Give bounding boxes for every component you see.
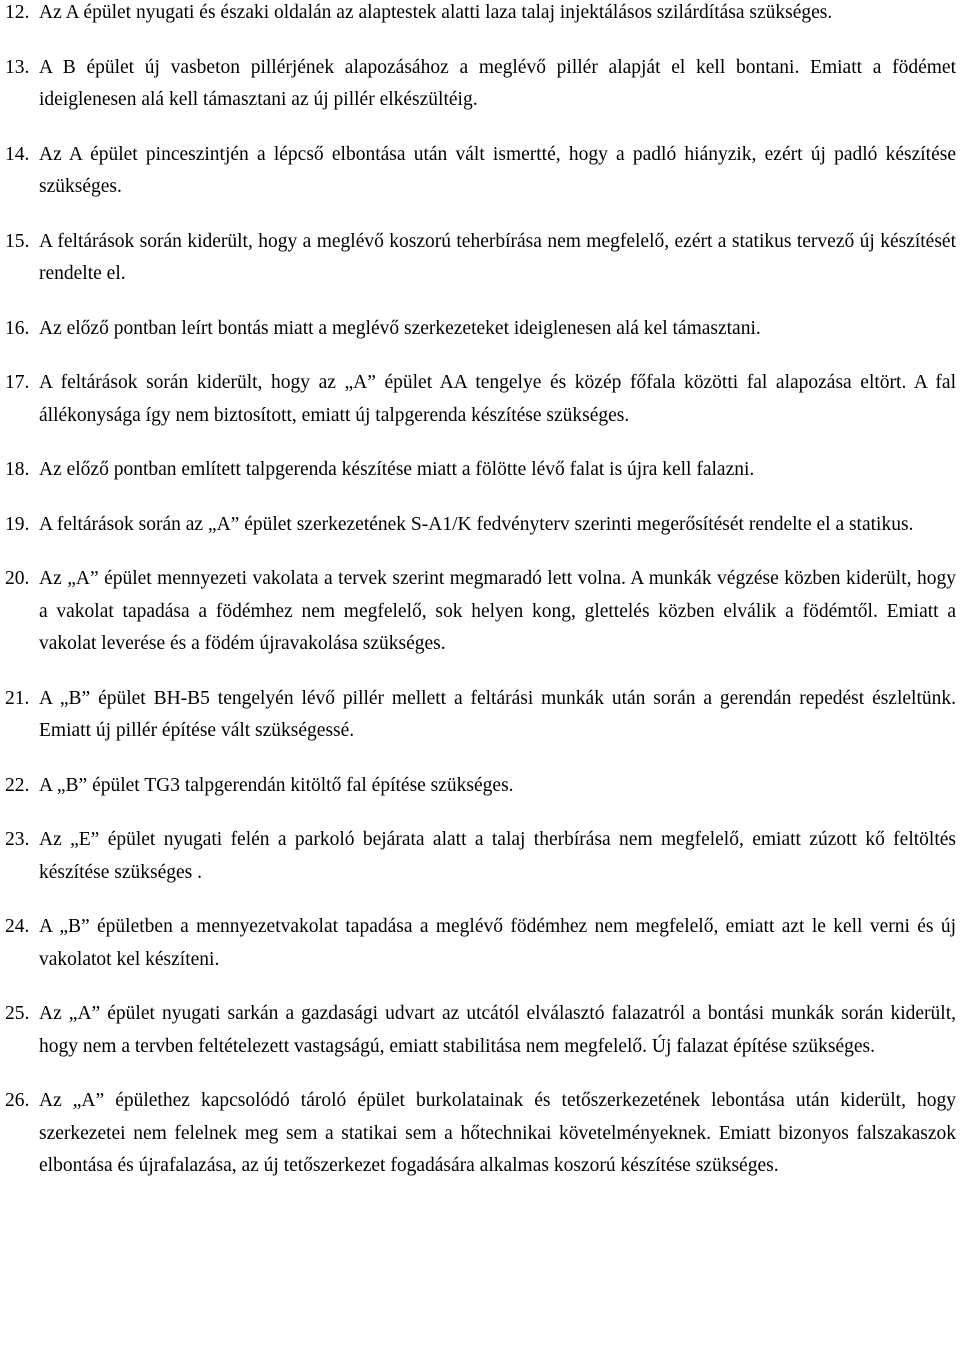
item-number: 14. (5, 143, 30, 165)
item-number: 21. (5, 687, 30, 709)
item-number: 18. (5, 459, 30, 480)
item-number: 25. (5, 1003, 30, 1024)
item-text: A feltárások során kiderült, hogy a meglévő koszorú teherbírása nem megfelelő, ezért a statikus tervező új készítését rendelte el. (39, 230, 956, 284)
list-item-25 (5, 998, 956, 1063)
item-number: 26. (5, 1090, 30, 1111)
item-text: A B épület új vasbeton pillérjének alapozásához a meglévő pillér alapját el kell bontani. Emiatt a födémet ideiglenesen alá kell támasztani az új pillér elkészültéig. (39, 56, 956, 110)
paragraph-gap (5, 117, 956, 139)
item-number: 12. (5, 2, 30, 23)
item-text: Az A épület pinceszintjén a lépcső elbontása után vált ismertté, hogy a padló hiányzik, ezért új padló készítése szükséges. (39, 143, 956, 197)
paragraph-gap (5, 1063, 956, 1085)
item-number: 24. (5, 916, 30, 937)
item-number: 23. (5, 829, 30, 850)
item-text: Az „A” épület nyugati sarkán a gazdasági udvart az utcától elválasztó falazatról a bontási munkák során kiderült, hogy nem a tervben feltételezett vastagságú, emiatt stabilitása nem megfelelő. Új falazat építése szükséges. (39, 1003, 956, 1057)
item-text: Az előző pontban említett talpgerenda készítése miatt a fölötte lévő falat is újra kell falazni. (39, 459, 755, 480)
list-item-20 (5, 563, 956, 661)
list-item-26 (5, 1085, 956, 1183)
paragraph-gap (5, 541, 956, 563)
item-number: 20. (5, 568, 30, 589)
paragraph-gap (5, 976, 956, 998)
list-item-15 (5, 226, 956, 291)
item-text: Az „A” épület mennyezeti vakolata a tervek szerint megmaradó lett volna. A munkák végzése közben kiderült, hogy a vakolat tapadása a födémhez nem megfelelő, sok helyen kong, glettelés közben elválik a födémtől. Emiatt a vakolat leverése és a födém újravakolása szükséges. (39, 568, 956, 654)
list-item-23 (5, 824, 956, 889)
list-item-16 (5, 313, 956, 346)
list-item-17 (5, 367, 956, 432)
item-number: 16. (5, 317, 30, 339)
list-item-14 (5, 139, 956, 204)
paragraph-gap (5, 30, 956, 52)
paragraph-gap (5, 432, 956, 454)
list-item-12 (5, 0, 956, 30)
paragraph-gap (5, 204, 956, 226)
item-number: 13. (5, 56, 30, 78)
item-number: 22. (5, 774, 30, 796)
list-item-21 (5, 683, 956, 748)
list-item-24 (5, 911, 956, 976)
item-text: A „B” épület BH-B5 tengelyén lévő pillér mellett a feltárási munkák után során a gerendán repedést észleltünk. Emiatt új pillér építése vált szükségessé. (39, 687, 956, 741)
list-item-18 (5, 454, 956, 487)
item-text: Az előző pontban leírt bontás miatt a meglévő szerkezeteket ideiglenesen alá kel támasztani. (39, 317, 761, 339)
list-item-19 (5, 509, 956, 542)
paragraph-gap (5, 345, 956, 367)
item-text: Az „E” épület nyugati felén a parkoló bejárata alatt a talaj therbírása nem megfelelő, emiatt zúzott kő feltöltés készítése szükséges . (39, 829, 956, 883)
item-number: 17. (5, 372, 30, 393)
item-text: Az „A” épülethez kapcsolódó tároló épület burkolatainak és tetőszerkezetének lebontása után kiderült, hogy szerkezetei nem felelnek meg sem a statikai sem a hőtechnikai követelményeknek. Emiatt bizonyos falszakaszok elbontása és újrafalazása, az új tetőszerkezet fogadására alkalmas koszorú készítése szükséges. (39, 1090, 956, 1176)
item-number: 19. (5, 513, 30, 535)
item-text: A feltárások során az „A” épület szerkezetének S-A1/K fedvényterv szerinti megerősítését rendelte el a statikus. (39, 513, 914, 535)
list-item-13 (5, 52, 956, 117)
paragraph-gap (5, 748, 956, 770)
item-text: A „B” épületben a mennyezetvakolat tapadása a meglévő födémhez nem megfelelő, emiatt azt le kell verni és új vakolatot kel készíteni. (39, 916, 956, 970)
paragraph-gap (5, 291, 956, 313)
paragraph-gap (5, 802, 956, 824)
item-text: Az A épület nyugati és északi oldalán az alaptestek alatti laza talaj injektálásos szilárdítása szükséges. (39, 2, 833, 23)
paragraph-gap (5, 889, 956, 911)
list-item-22 (5, 770, 956, 803)
paragraph-gap (5, 487, 956, 509)
paragraph-gap (5, 661, 956, 683)
item-text: A „B” épület TG3 talpgerendán kitöltő fal építése szükséges. (39, 774, 514, 796)
item-number: 15. (5, 230, 30, 252)
item-text: A feltárások során kiderült, hogy az „A” épület AA tengelye és közép főfala közötti fal alapozása eltört. A fal állékonysága így nem biztosított, emiatt új talpgerenda készítése szükséges. (39, 372, 956, 426)
